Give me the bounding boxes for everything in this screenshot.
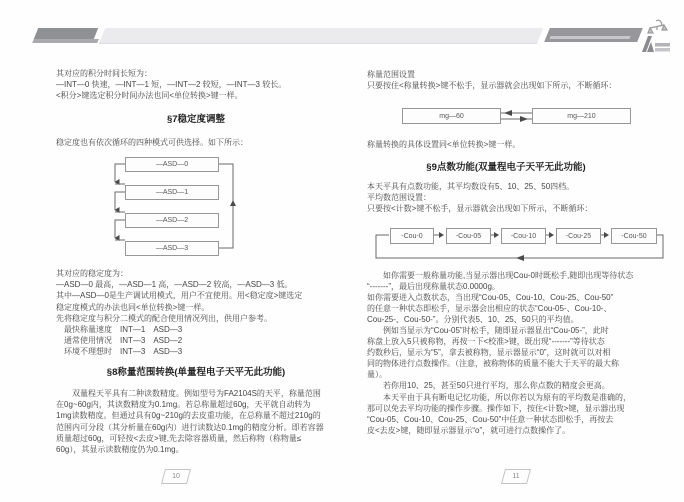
text-line: 范围内可分段（其分析量在60g内）进行读数达0.1mg的精度分析。即若容器 (56, 422, 324, 432)
integration-time-paragraph (56, 68, 338, 102)
section8-heading: §8称量范围转换(单量程电子天平无此功能) (106, 367, 286, 378)
cou-box: -Cou-25 (556, 228, 601, 244)
asd-box: —ASD—3 (125, 241, 219, 256)
counting-detail-paragraph (367, 270, 659, 436)
cou-box: -Cou-0 (390, 228, 434, 244)
text-line: 环境不理想时 INT—3 ASD—3 (56, 347, 183, 357)
text-line: 先将稳定度与积分二模式的配合使用情况列出，供用户参考。 (56, 313, 272, 323)
stability-detail-paragraph (56, 268, 338, 358)
text-line: 那可以免去平均功能的操作步骤。操作如下，按住<计数>键，显示器出现 (367, 403, 625, 413)
text-line: 稳定度模式的办法也同<单位转换>键一样。 (56, 302, 210, 312)
text-line: 只要按<计数>键不松手，显示器就会出现如下所示，不断循环： (367, 204, 593, 214)
text-line: 称盘上放入5只被称物，再按一下<校准>键，既出现“-------”等待状态 (367, 337, 605, 347)
text-line: 称量范围设置 (367, 70, 415, 79)
balance-scale-icon (638, 18, 678, 56)
text-line: <积分>键选定积分时间办法也同<单位转换>键一样。 (56, 91, 243, 101)
brand-logo (638, 18, 678, 56)
text-line: —INT—0 快速，—INT—1 短，—INT—2 较短，—INT—3 较长。 (56, 80, 287, 90)
asd-box: —ASD—1 (125, 185, 219, 200)
text-line: 质量超过60g，可轻按<去皮>键,先去除容器质量，然后称物（称物量≤ (56, 433, 302, 443)
text-line: 如你需要一般称量功能,当显示器出现Cou-0时既松手,随即出现等待状态 (367, 271, 634, 280)
text-line: 量）。 (367, 370, 387, 380)
text-line: “Cou-05、Cou-10、Cou-25、Cou-50”中任意一种状态即松手，再按去 (367, 414, 614, 424)
range-note-line: 称量转换的具体设置同<单位转换>键一样。 (367, 140, 521, 149)
range-precision-paragraph (56, 388, 338, 455)
text-line: 其对应的积分时间长短为： (56, 69, 152, 78)
cou-box: -Cou-50 (611, 228, 657, 244)
text-line: 本天平由于具有断电记忆功能，所以你若以为原有的平均数是准确的， (367, 392, 631, 402)
text-line: 若你用10、25，甚至50只进行平均，那么你点数的精度会更高。 (367, 381, 610, 391)
text-line: 双量程天平具有二种读数精度。例如型号为FA2104S的天平，称量范围 (56, 389, 321, 398)
text-line: 60g），其显示读数精度仍为0.1mg。 (56, 445, 184, 455)
header-bar-mid-left (32, 39, 99, 43)
text-line: Cou-25-、Cou-50-”。分别代表5、10、25、50只的平均值。 (367, 315, 579, 325)
text-line: 平均数范围设置： (367, 193, 431, 203)
text-line: —ASD—0 最高，—ASD—1 高，—ASD—2 较高，—ASD—3 低。 (56, 280, 293, 290)
text-line: 同的物体进行点数操作。（注意，被称物体的质量不能大于天平的最大称 (367, 359, 619, 369)
range-setting-paragraph (367, 69, 657, 91)
header-bar-light (99, 28, 543, 44)
cou-box: -Cou-10 (501, 228, 546, 244)
range-box: mg—60 (402, 108, 501, 124)
text-line: “-------”，最后出现称量状态0.0000g。 (367, 282, 500, 292)
counting-intro-paragraph (367, 181, 657, 215)
range-box: mg—210 (532, 108, 631, 124)
header-bar-stripe-right (549, 36, 630, 39)
text-line: 1mg读数精度。但通过具有0g~210g的去皮重功能，在总称量不超过210g的 (56, 411, 321, 421)
section9-heading: §9点数功能(双量程电子天平无此功能) (426, 162, 586, 173)
asd-cycle-diagram (103, 154, 245, 262)
asd-box: —ASD—0 (125, 157, 219, 172)
cou-cycle-diagram (366, 220, 668, 266)
range-toggle-diagram (400, 103, 632, 130)
text-line: 本天平具有点数功能，其平均数设有5、10、25、50四档。 (367, 182, 575, 191)
text-line: 最快称量速度 INT—1 ASD—3 (56, 325, 183, 335)
text-line: 在0g~60g内，其读数精度为0.1mg。若总称量超过60g，天平就自动转为 (56, 400, 311, 410)
cou-box: -Cou-05 (446, 228, 491, 244)
text-line: 例如当显示为“Cou-05”时松手，随即显示器显出“Cou-05-”，此时 (367, 326, 609, 336)
text-line: 约数秒后，显示为“5”，拿去被称物，显示器显示“0”，这时就可以对相 (367, 348, 611, 358)
text-line: 皮<去皮>键，随即显示器显示“o”，就可进行点数操作了。 (367, 425, 571, 435)
page-number-left: 10 (161, 469, 191, 484)
header-bar-dark-right (544, 28, 643, 42)
text-line: 如你需要进入点数状态，当出现“Cou-05、Cou-10、Cou-25、Cou-50” (367, 293, 614, 303)
page-number-right: 11 (501, 469, 531, 484)
text-line: 其中—ASD—0是生产调试用模式，用户不宜使用。用<稳定度>键选定 (56, 291, 303, 301)
text-line: 通常使用情况 INT—3 ASD—2 (56, 336, 183, 346)
text-line: 其对应的稳定度为： (56, 269, 128, 278)
text-line: 只要按住<称量转换>键不松手，显示器就会出现如下所示，不断循环： (367, 81, 617, 91)
text-line: 的任意一种状态即松手，显示器会出相应的状态“Cou-05-、Cou-10-、 (367, 304, 612, 314)
asd-box: —ASD—2 (125, 213, 219, 228)
header-bar-dark-left (34, 28, 98, 39)
section7-heading: §7稳定度调整 (166, 114, 226, 125)
stability-intro-line: 稳定度也有依次循环的四种模式可供选择。如下所示： (56, 138, 248, 147)
